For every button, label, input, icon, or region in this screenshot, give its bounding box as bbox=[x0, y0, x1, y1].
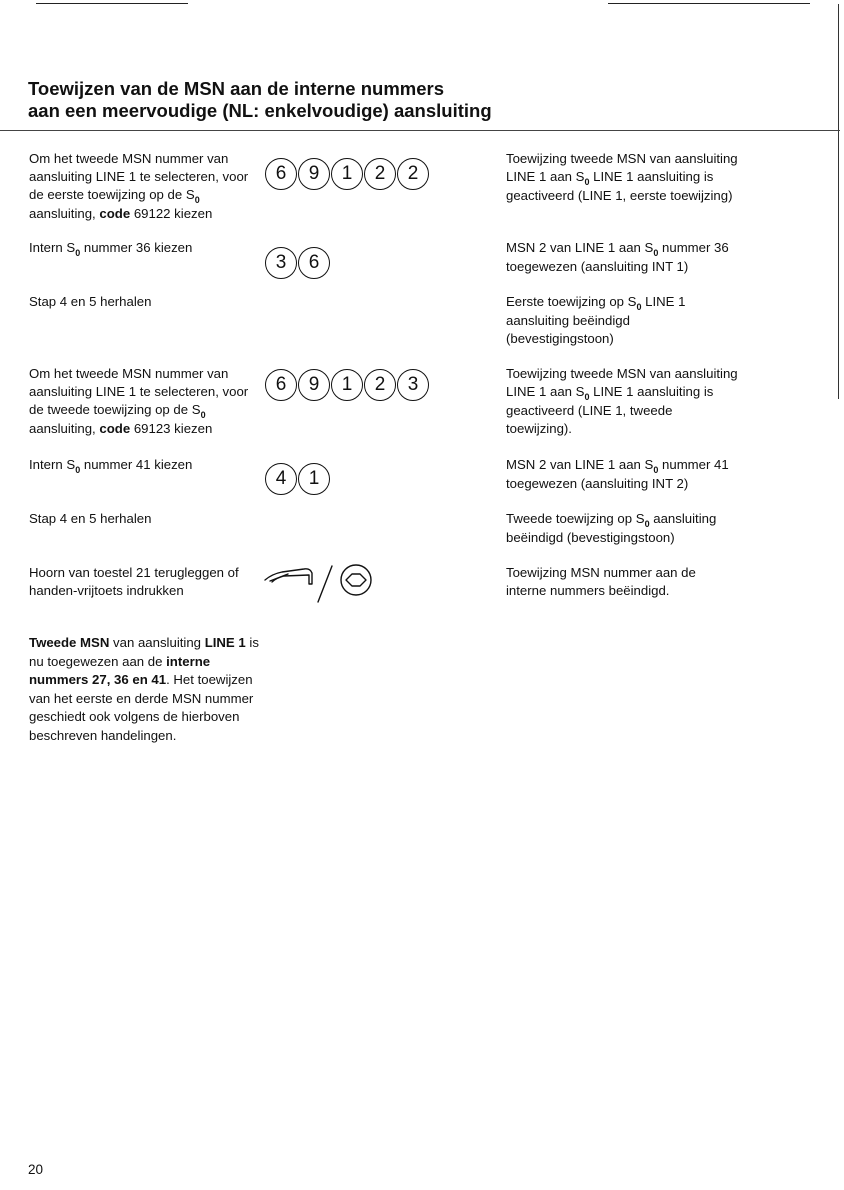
digit-key[interactable]: 3 bbox=[265, 247, 297, 279]
step-7-result: Toewijzing MSN nummer aan de interne nummers beëindigd. bbox=[506, 565, 696, 598]
digit-key[interactable]: 3 bbox=[397, 369, 429, 401]
page-title bbox=[28, 78, 492, 122]
digit-key[interactable]: 6 bbox=[265, 369, 297, 401]
digit-key[interactable]: 1 bbox=[298, 463, 330, 495]
digit-key[interactable]: 6 bbox=[265, 158, 297, 190]
page-edge-rule bbox=[838, 4, 839, 399]
step-4-instruction: Om het tweede MSN nummer van aansluiting LINE 1 te selecteren, voor de tweede toewijzing op de $S_0$ aansluiting, code 69123 kiezen bbox=[29, 366, 249, 436]
step-4-result: Toewijzing tweede MSN van aansluiting LINE 1 aan $S_0$ LINE 1 aansluiting is geactiveerd (LINE 1, tweede toewijzing). bbox=[506, 366, 738, 436]
top-edge-line-right bbox=[608, 3, 810, 4]
digit-key[interactable]: 1 bbox=[331, 158, 363, 190]
step-3-instruction: Stap 4 en 5 herhalen bbox=[29, 294, 152, 309]
step-7-instruction: Hoorn van toestel 21 terugleggen of handen-vrijtoets indrukken bbox=[29, 565, 239, 598]
digit-key[interactable]: 2 bbox=[397, 158, 429, 190]
step-2-instruction: Intern $S_0$ nummer 36 kiezen bbox=[29, 240, 193, 258]
digit-key[interactable]: 2 bbox=[364, 369, 396, 401]
step-1-keys bbox=[265, 158, 430, 190]
hang-up-handset-icon[interactable] bbox=[262, 560, 382, 608]
title-line-2: aan een meervoudige (NL: enkelvoudige) aansluiting bbox=[28, 100, 492, 121]
step-2-result: MSN 2 van LINE 1 aan $S_0$ nummer 36 toegewezen (aansluiting INT 1) bbox=[506, 240, 729, 274]
summary-note: Tweede MSN van aansluiting LINE 1 is nu toegewezen aan de interne nummers 27, 36 en 41. Het toewijzen van het eerste en derde MSN nummer geschiedt ook volgens de hierboven beschreven handelingen. bbox=[29, 635, 259, 743]
digit-key[interactable]: 9 bbox=[298, 369, 330, 401]
step-5-instruction: Intern $S_0$ nummer 41 kiezen bbox=[29, 457, 193, 475]
step-1-result: Toewijzing tweede MSN van aansluiting LINE 1 aan $S_0$ LINE 1 aansluiting is geactiveerd (LINE 1, eerste toewijzing) bbox=[506, 151, 738, 203]
page-number: 20 bbox=[28, 1162, 44, 1177]
step-4-keys bbox=[265, 369, 430, 401]
step-6-result: Tweede toewijzing op $S_0$ aansluiting beëindigd (bevestigingstoon) bbox=[506, 511, 717, 545]
step-3-result: Eerste toewijzing op $S_0$ LINE 1 aansluiting beëindigd (bevestigingstoon) bbox=[506, 294, 686, 346]
code-label: code bbox=[99, 421, 131, 436]
digit-key[interactable]: 2 bbox=[364, 158, 396, 190]
step-5-result: MSN 2 van LINE 1 aan $S_0$ nummer 41 toegewezen (aansluiting INT 2) bbox=[506, 457, 729, 491]
code-label: code bbox=[99, 206, 131, 221]
digit-key[interactable]: 1 bbox=[331, 369, 363, 401]
step-6-instruction: Stap 4 en 5 herhalen bbox=[29, 511, 152, 526]
digit-key[interactable]: 4 bbox=[265, 463, 297, 495]
step-2-keys bbox=[265, 247, 331, 279]
digit-key[interactable]: 9 bbox=[298, 158, 330, 190]
step-1-instruction: Om het tweede MSN nummer van aansluiting LINE 1 te selecteren, voor de eerste toewijzing op de $S_0$ aansluiting, code 69122 kiezen bbox=[29, 151, 249, 221]
title-rule bbox=[0, 130, 840, 131]
title-line-1: Toewijzen van de MSN aan de interne nummers bbox=[28, 78, 445, 99]
digit-key[interactable]: 6 bbox=[298, 247, 330, 279]
step-5-keys bbox=[265, 463, 331, 495]
top-edge-line-left bbox=[36, 3, 188, 4]
